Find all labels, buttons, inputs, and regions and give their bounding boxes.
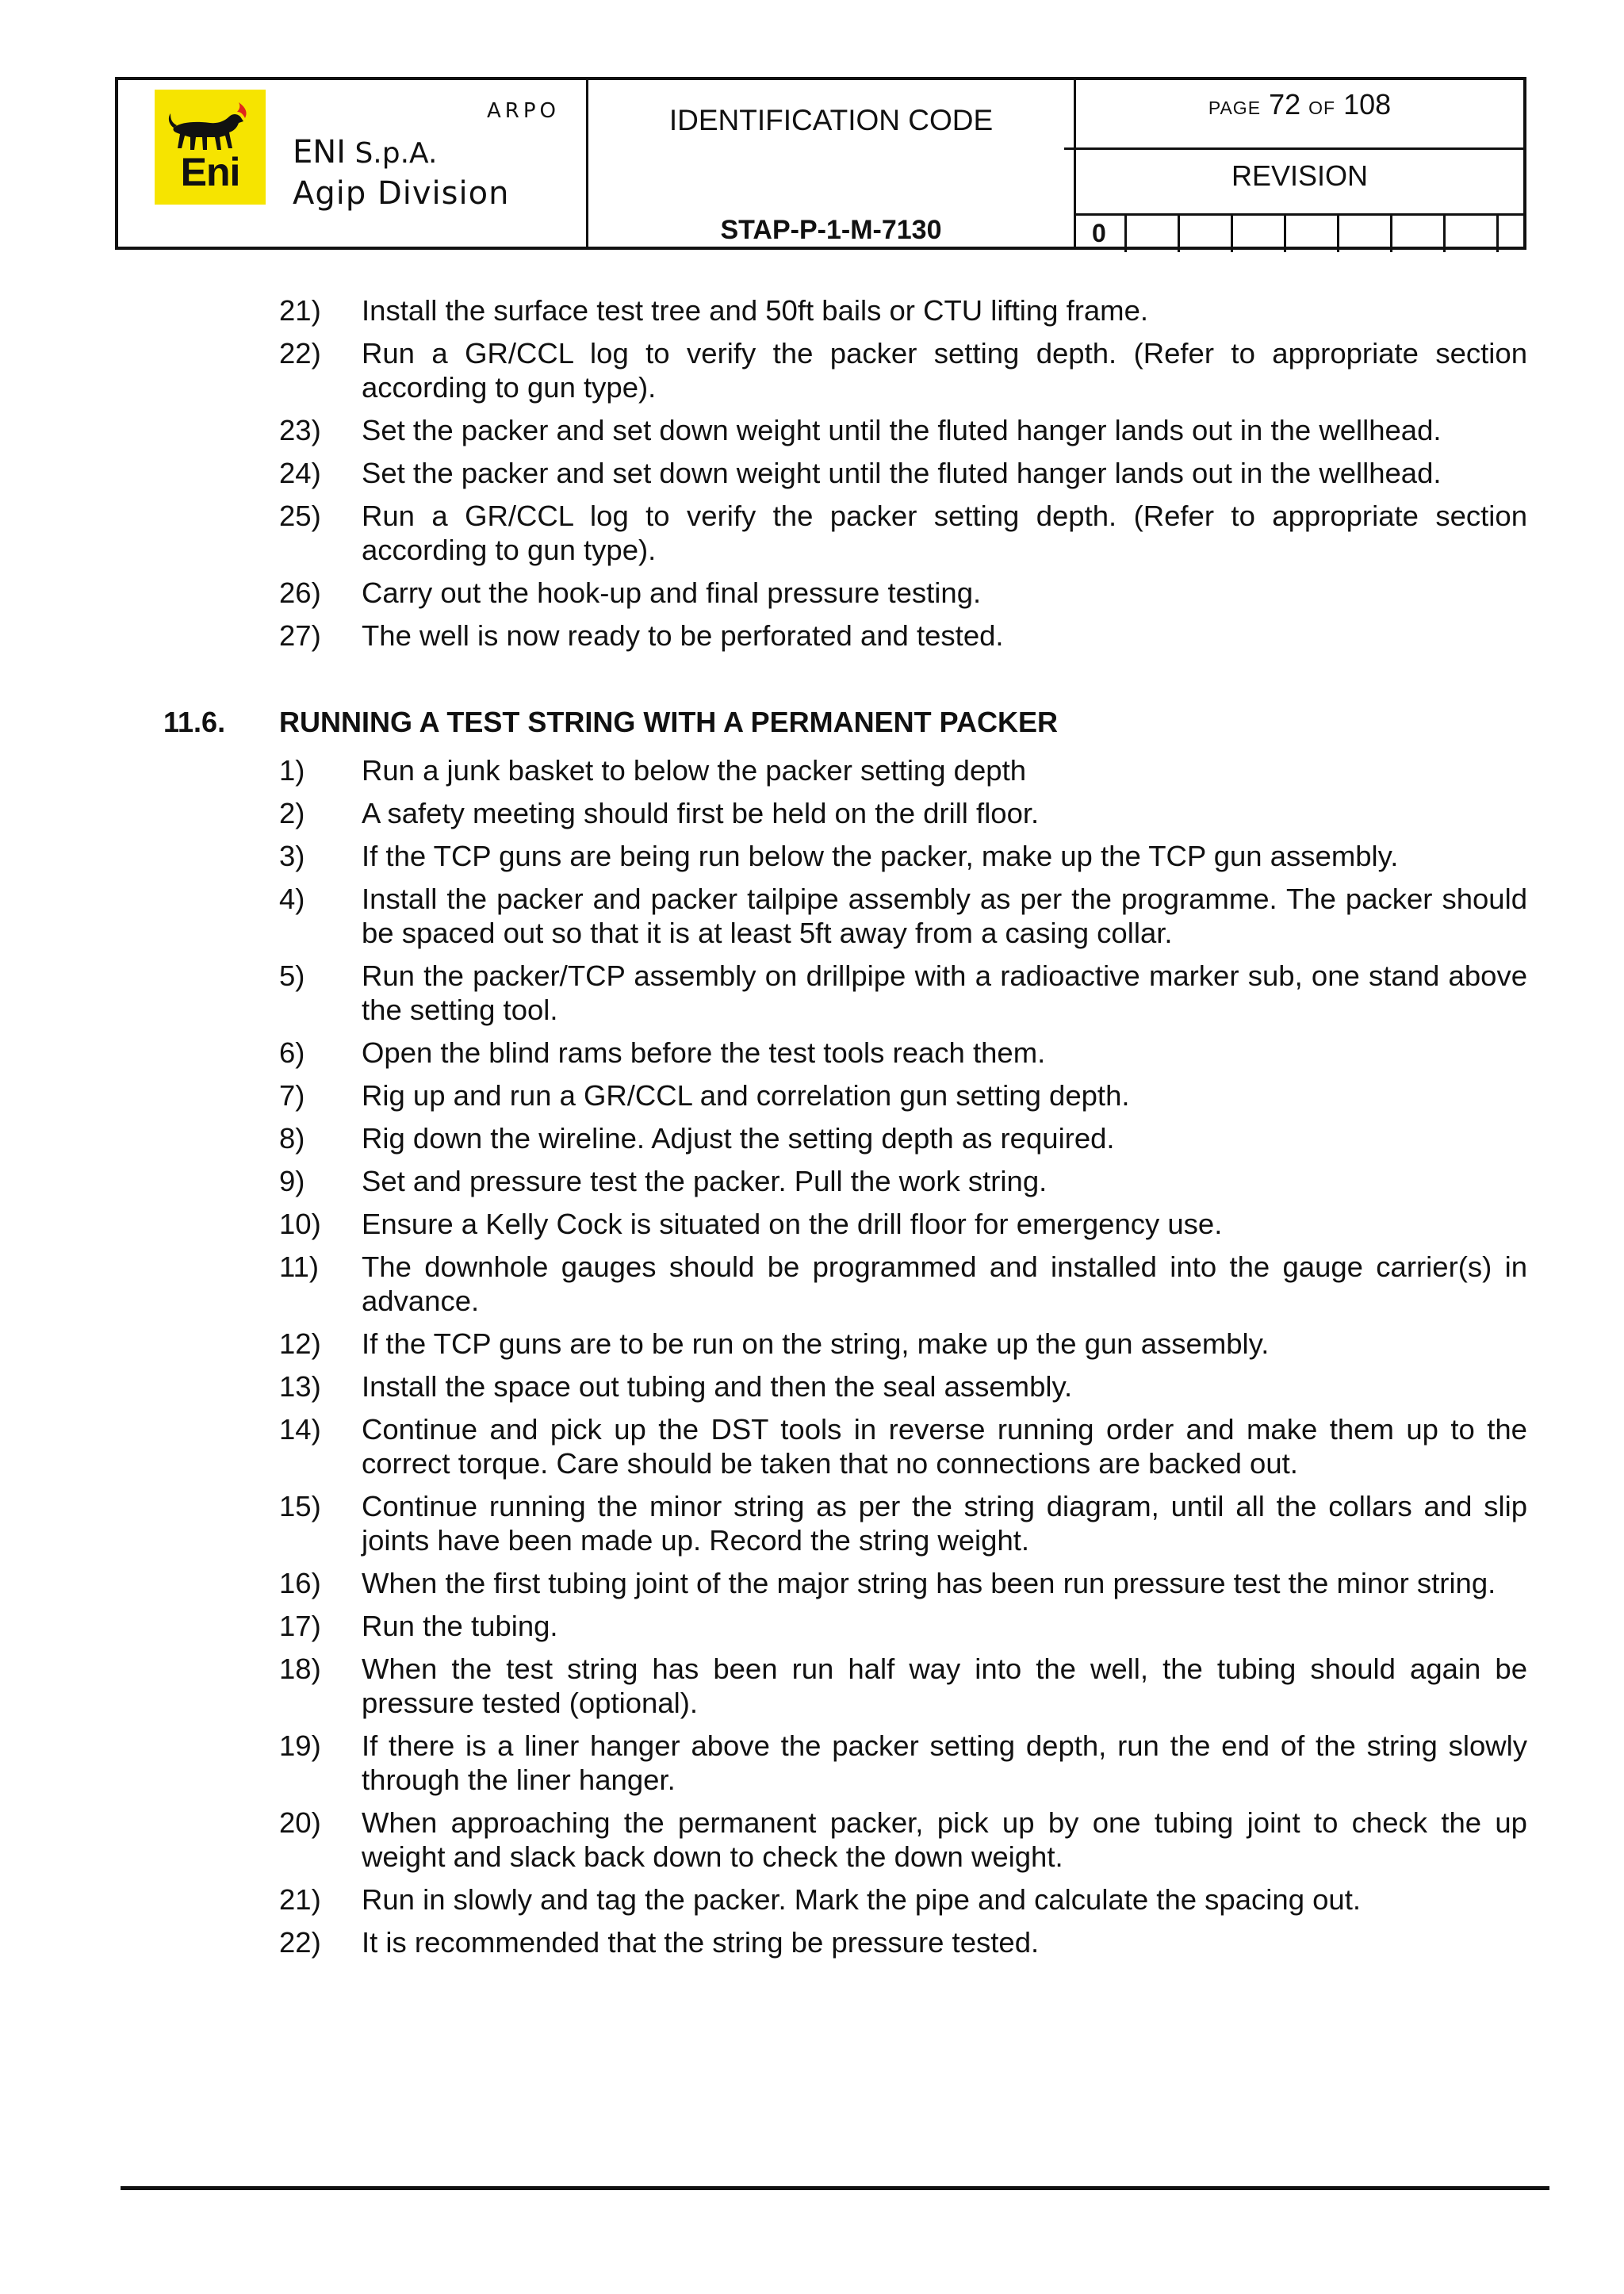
list-item-number: 20) xyxy=(279,1806,321,1839)
revision-label: REVISION xyxy=(1231,159,1369,192)
list-item-number: 19) xyxy=(279,1729,321,1762)
list-item-text: When approaching the permanent packer, pick up by one tubing joint to check the up weight and slack back down to check the down weight. xyxy=(362,1806,1527,1873)
list-item-number: 14) xyxy=(279,1413,321,1446)
list-item-number: 22) xyxy=(279,1926,321,1959)
list-item-number: 21) xyxy=(279,1883,321,1916)
list-item-number: 16) xyxy=(279,1567,321,1599)
list-item-number: 2) xyxy=(279,797,305,829)
revision-value: 0 xyxy=(1076,216,1127,252)
section-number: 11.6. xyxy=(163,706,226,738)
revision-cell xyxy=(1499,216,1523,252)
list-item-number: 1) xyxy=(279,754,305,787)
company-name-eni: ENI xyxy=(293,134,346,170)
identification-code: STAP-P-1-M-7130 xyxy=(720,215,942,245)
list-item xyxy=(279,1806,1527,1874)
list-item-text: Set the packer and set down weight until the fluted hanger lands out in the wellhead. xyxy=(362,457,1442,489)
revision-cell xyxy=(1446,216,1499,252)
list-item-number: 22) xyxy=(279,337,321,370)
list-item-text: Carry out the hook-up and final pressure testing. xyxy=(362,576,982,609)
footer-rule xyxy=(121,2186,1549,2190)
list-item-number: 8) xyxy=(279,1122,305,1155)
list-item xyxy=(279,1164,1527,1198)
list-item-text: A safety meeting should first be held on the drill floor. xyxy=(362,797,1040,829)
page-total: 108 xyxy=(1343,88,1392,121)
document-header xyxy=(115,77,1526,250)
list-item-text: Set and pressure test the packer. Pull the work string. xyxy=(362,1165,1048,1197)
six-legged-dog-icon xyxy=(166,101,255,156)
division-name: Agip Division xyxy=(293,175,510,212)
list-item-text: When the first tubing joint of the major string has been run pressure test the minor string. xyxy=(362,1567,1496,1599)
list-item-number: 3) xyxy=(279,840,305,872)
list-item xyxy=(279,959,1527,1027)
list-item-number: 15) xyxy=(279,1490,321,1522)
list-item-number: 11) xyxy=(279,1250,320,1283)
list-item-text: If the TCP guns are to be run on the string, make up the gun assembly. xyxy=(362,1327,1270,1360)
section-heading xyxy=(163,706,1527,739)
list-item-text: Continue and pick up the DST tools in reverse running order and make them up to the correct torque. Care should be taken that no connections are backed out. xyxy=(362,1413,1527,1480)
list-item-text: Install the surface test tree and 50ft bails or CTU lifting frame. xyxy=(362,294,1149,327)
list-item-text: Run a GR/CCL log to verify the packer setting depth. (Refer to appropriate section according to gun type). xyxy=(362,500,1527,566)
list-item-number: 6) xyxy=(279,1036,305,1069)
list-item-number: 27) xyxy=(279,619,321,652)
eni-logo xyxy=(155,90,266,205)
list-item-text: Set the packer and set down weight until the fluted hanger lands out in the wellhead. xyxy=(362,414,1442,446)
list-item-text: It is recommended that the string be pressure tested. xyxy=(362,1926,1040,1959)
list-item xyxy=(279,1925,1527,1959)
revision-cell xyxy=(1233,216,1286,252)
revision-cell xyxy=(1127,216,1180,252)
list-item xyxy=(279,499,1527,567)
list-item-text: Continue running the minor string as per the string diagram, until all the collars and slip joints have been made up. Record the string weight. xyxy=(362,1490,1527,1557)
list-item xyxy=(279,1250,1527,1318)
section-title: RUNNING A TEST STRING WITH A PERMANENT PACKER xyxy=(279,706,1058,738)
list-item xyxy=(279,336,1527,404)
header-divider xyxy=(1064,147,1078,150)
list-item xyxy=(279,1489,1527,1557)
list-item xyxy=(279,1369,1527,1404)
list-item-number: 10) xyxy=(279,1208,321,1240)
list-item xyxy=(279,882,1527,950)
list-item-text: When the test string has been run half way into the well, the tubing should again be pressure tested (optional). xyxy=(362,1653,1527,1719)
list-item xyxy=(279,839,1527,873)
list-item-number: 17) xyxy=(279,1610,321,1642)
list-item-text: If the TCP guns are being run below the packer, make up the TCP gun assembly. xyxy=(362,840,1399,872)
list-item-number: 23) xyxy=(279,414,321,446)
list-item xyxy=(279,1729,1527,1797)
list-item xyxy=(279,1036,1527,1070)
list-item-text: Run the packer/TCP assembly on drillpipe with a radioactive marker sub, one stand above the setting tool. xyxy=(362,959,1527,1026)
procedure-list xyxy=(279,753,1527,1968)
revision-cell xyxy=(1286,216,1339,252)
list-item-number: 26) xyxy=(279,576,321,609)
list-item-number: 5) xyxy=(279,959,305,992)
list-item-text: Run a junk basket to below the packer setting depth xyxy=(362,754,1027,787)
list-item-text: If there is a liner hanger above the packer setting depth, run the end of the string slowly through the liner hanger. xyxy=(362,1729,1527,1796)
list-item xyxy=(279,1078,1527,1113)
revision-row xyxy=(1076,213,1523,252)
list-item xyxy=(279,1882,1527,1917)
list-item-text: Open the blind rams before the test tools reach them. xyxy=(362,1036,1046,1069)
list-item-text: Install the packer and packer tailpipe assembly as per the programme. The packer should be spaced out so that it is at least 5ft away from a casing collar. xyxy=(362,883,1527,949)
logo-wordmark: Eni xyxy=(180,150,240,194)
list-item-text: The downhole gauges should be programmed and installed into the gauge carrier(s) in advance. xyxy=(362,1250,1527,1317)
page-word: PAGE xyxy=(1208,98,1262,118)
list-item-number: 7) xyxy=(279,1079,305,1112)
list-item xyxy=(279,1566,1527,1600)
list-item xyxy=(279,1652,1527,1720)
list-item xyxy=(279,1609,1527,1643)
list-item-number: 24) xyxy=(279,457,321,489)
list-item xyxy=(279,753,1527,787)
list-item-text: Rig up and run a GR/CCL and correlation gun setting depth. xyxy=(362,1079,1130,1112)
identification-code-label: IDENTIFICATION CODE xyxy=(668,104,994,136)
page-indicator xyxy=(1076,80,1523,150)
list-item-text: Ensure a Kelly Cock is situated on the drill floor for emergency use. xyxy=(362,1208,1223,1240)
list-item-number: 25) xyxy=(279,500,321,532)
list-item-number: 18) xyxy=(279,1653,321,1685)
list-item-number: 13) xyxy=(279,1370,321,1403)
list-item-text: The well is now ready to be perforated and tested. xyxy=(362,619,1004,652)
list-item xyxy=(279,293,1527,327)
revision-cell xyxy=(1180,216,1233,252)
list-item-number: 9) xyxy=(279,1165,305,1197)
list-item xyxy=(279,413,1527,447)
page-number: 72 xyxy=(1269,88,1301,121)
list-item xyxy=(279,1412,1527,1480)
list-item-number: 4) xyxy=(279,883,305,915)
of-word: OF xyxy=(1308,98,1336,118)
list-item-text: Install the space out tubing and then the seal assembly. xyxy=(362,1370,1073,1403)
list-item-text: Run the tubing. xyxy=(362,1610,558,1642)
list-item xyxy=(279,1207,1527,1241)
company-name-suffix: S.p.A. xyxy=(346,137,438,170)
list-item-number: 12) xyxy=(279,1327,321,1360)
list-item-number: 21) xyxy=(279,294,321,327)
list-item xyxy=(279,618,1527,653)
list-item xyxy=(279,1121,1527,1155)
department-label: ARPO xyxy=(487,99,560,123)
revision-cell xyxy=(1339,216,1392,252)
revision-cell xyxy=(1392,216,1446,252)
list-item-text: Rig down the wireline. Adjust the setting depth as required. xyxy=(362,1122,1115,1155)
list-item xyxy=(279,576,1527,610)
company-name xyxy=(293,132,509,213)
list-item-text: Run a GR/CCL log to verify the packer setting depth. (Refer to appropriate section according to gun type). xyxy=(362,337,1527,404)
procedure-list-continued xyxy=(279,293,1527,661)
list-item xyxy=(279,796,1527,830)
list-item-text: Run in slowly and tag the packer. Mark the pipe and calculate the spacing out. xyxy=(362,1883,1362,1916)
list-item xyxy=(279,456,1527,490)
list-item xyxy=(279,1327,1527,1361)
